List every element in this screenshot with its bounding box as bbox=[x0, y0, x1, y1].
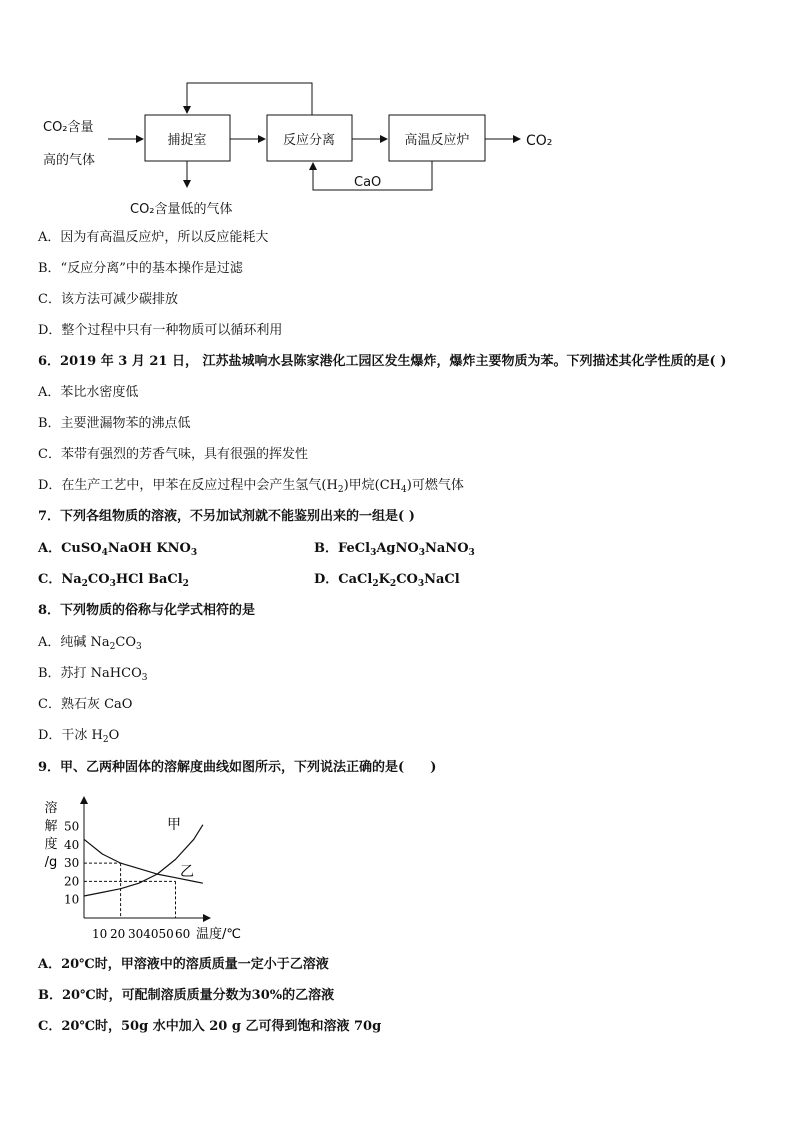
high-temp-furnace-label: 高温反应炉 bbox=[404, 133, 470, 148]
q7-option-d: D．$CaCl_2K_2CO_3NaCl$ bbox=[314, 572, 460, 589]
q6-d-sub-1: 2 bbox=[337, 485, 344, 495]
cao-label: CaO bbox=[354, 175, 382, 190]
q6-option-b: B．主要泄漏物苯的沸点低 bbox=[38, 416, 191, 431]
y-tick-label: 50 bbox=[64, 819, 80, 834]
recycle-top-arrow bbox=[187, 83, 312, 115]
q6-option-d bbox=[38, 478, 464, 494]
q7-option-a: A．CuSO$_4$NaOH $KNO_3$ bbox=[38, 541, 198, 558]
q8-option-c: C．熟石灰 CaO bbox=[38, 697, 133, 712]
q7-option-b: B．FeCl$_3$AgNO$_3$NaNO$_3$ bbox=[314, 541, 475, 558]
q5-option-b: B．“反应分离”中的基本操作是过滤 bbox=[38, 261, 243, 276]
q5-option-d: D．整个过程中只有一种物质可以循环利用 bbox=[38, 323, 283, 338]
q7-option-c: C．$Na_2CO_3HCl$ BaCl$_2$ bbox=[38, 572, 189, 589]
q6-d-text-1: D．在生产工艺中，甲苯在反应过程中会产生氢气(H bbox=[38, 478, 338, 493]
y-axis-label-part: 度 bbox=[44, 837, 58, 852]
low-co2-gas-label: CO₂含量低的气体 bbox=[130, 202, 233, 217]
curve-jia bbox=[84, 825, 203, 896]
y-tick-label: 40 bbox=[64, 837, 80, 852]
series-label-jia: 甲 bbox=[167, 817, 181, 833]
q8-option-d: D．干冰 $H_2O$ bbox=[38, 728, 120, 745]
x-axis-label: 温度/℃ bbox=[196, 927, 241, 942]
q9-option-a: A．20℃时，甲溶液中的溶质质量一定小于乙溶液 bbox=[38, 957, 329, 972]
x-tick-label: 60 bbox=[175, 927, 191, 941]
y-axis-label-part: 解 bbox=[44, 819, 58, 834]
q6-d-text-3: )可燃气体 bbox=[406, 478, 464, 493]
q9-stem: 9．甲、乙两种固体的溶解度曲线如图所示，下列说法正确的是( ) bbox=[38, 760, 437, 775]
q5-option-c: C．该方法可减少碳排放 bbox=[38, 292, 178, 307]
x-tick-label: 304050 bbox=[128, 927, 174, 941]
curve-yi bbox=[84, 839, 203, 883]
q8-stem: 8．下列物质的俗称与化学式相符的是 bbox=[38, 603, 256, 618]
q6-option-c: C．苯带有强烈的芳香气味，具有很强的挥发性 bbox=[38, 447, 308, 462]
q6-d-sub-2: 4 bbox=[401, 485, 407, 495]
x-tick-label: 20 bbox=[110, 927, 126, 941]
y-tick-label: 20 bbox=[64, 874, 80, 889]
q7-stem: 7．下列各组物质的溶液，不另加试剂就不能鉴别出来的一组是( ) bbox=[38, 509, 415, 524]
input-label-line1: CO₂含量 bbox=[43, 120, 94, 135]
q8-option-b: B．苏打 NaHCO$_3$ bbox=[38, 666, 148, 683]
y-tick-label: 10 bbox=[64, 892, 80, 907]
output-co2-label: CO₂ bbox=[526, 133, 553, 149]
q6-d-text-2: )甲烷(CH bbox=[343, 478, 402, 493]
y-tick-label: 30 bbox=[64, 856, 80, 871]
x-tick-label: 10 bbox=[92, 927, 108, 941]
q8-option-a: A．纯碱 $Na_2CO_3$ bbox=[38, 635, 142, 652]
q9-option-c: C．20℃时，50g 水中加入 20 g 乙可得到饱和溶液 70g bbox=[38, 1019, 382, 1034]
y-axis-label-part: /g bbox=[44, 855, 58, 870]
series-label-yi: 乙 bbox=[180, 864, 194, 880]
capture-chamber-label: 捕捉室 bbox=[167, 133, 207, 148]
q6-stem: 6．2019 年 3 月 21 日， 江苏盐城响水县陈家港化工园区发生爆炸，爆炸主要物质为苯。下列描述其化学性质的是( ) bbox=[38, 354, 727, 369]
q6-option-a: A．苯比水密度低 bbox=[38, 385, 139, 400]
q9-option-b: B．20℃时，可配制溶质质量分数为30%的乙溶液 bbox=[38, 988, 335, 1003]
input-label-line2: 高的气体 bbox=[43, 153, 96, 168]
q5-option-a: A．因为有高温反应炉，所以反应能耗大 bbox=[38, 230, 269, 245]
reaction-separation-label: 反应分离 bbox=[282, 133, 336, 148]
y-axis-label-part: 溶 bbox=[44, 801, 58, 816]
co2-capture-flow-diagram bbox=[0, 0, 794, 230]
